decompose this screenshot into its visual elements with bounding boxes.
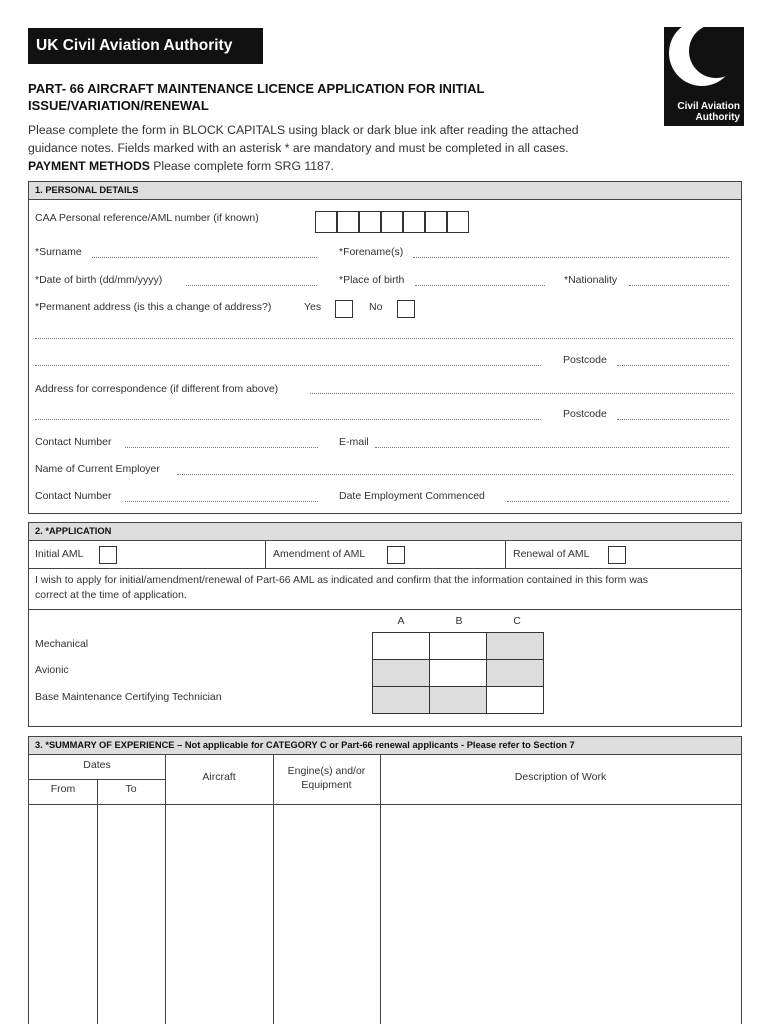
intro-line-1: Please complete the form in BLOCK CAPITALS using black or dark blue ink after reading the attached xyxy=(28,123,579,137)
correspondence-line-1-field[interactable] xyxy=(310,393,733,394)
from-header: From xyxy=(50,783,76,795)
aircraft-header: Aircraft xyxy=(202,771,236,783)
declaration-text xyxy=(35,573,648,602)
logo-line-2: Authority xyxy=(695,112,740,123)
ref-box[interactable] xyxy=(359,211,381,233)
place-of-birth-label: *Place of birth xyxy=(339,274,405,286)
postcode-field[interactable] xyxy=(617,365,729,366)
postcode-label: Postcode xyxy=(563,354,607,366)
ref-box[interactable] xyxy=(447,211,469,233)
renewal-aml-label: Renewal of AML xyxy=(513,548,590,560)
address-line-2-field[interactable] xyxy=(35,365,541,366)
forenames-label: *Forename(s) xyxy=(339,246,404,258)
caa-ref-input[interactable] xyxy=(315,211,469,235)
divider xyxy=(265,541,266,568)
nationality-field[interactable] xyxy=(629,285,729,286)
place-of-birth-field[interactable] xyxy=(415,285,545,286)
email-field[interactable] xyxy=(375,447,729,448)
nationality-label: *Nationality xyxy=(564,274,618,286)
intro-line-2: guidance notes. Fields marked with an asterisk * are mandatory and must be completed in all cases. xyxy=(28,141,569,155)
permanent-address-label: *Permanent address (is this a change of address?) xyxy=(35,301,272,313)
correspondence-postcode-field[interactable] xyxy=(617,419,729,420)
section-personal-details xyxy=(28,181,742,514)
surname-label: *Surname xyxy=(35,246,82,258)
divider xyxy=(29,779,165,780)
base-maintenance-label: Base Maintenance Certifying Technician xyxy=(35,691,222,703)
amendment-aml-checkbox[interactable] xyxy=(387,546,405,564)
date-employment-field[interactable] xyxy=(507,501,729,502)
no-label: No xyxy=(369,301,383,313)
yes-label: Yes xyxy=(304,301,322,313)
dates-header: Dates xyxy=(83,759,111,771)
avionic-a-cell xyxy=(372,659,430,687)
dob-field[interactable] xyxy=(186,285,317,286)
avionic-label: Avionic xyxy=(35,664,69,676)
declaration-line-1: I wish to apply for initial/amendment/renewal of Part-66 AML as indicated and confirm that the information contained in this form was xyxy=(35,574,649,586)
declaration-line-2: correct at the time of application. xyxy=(35,588,187,601)
section-heading: 3. *SUMMARY OF EXPERIENCE – Not applicable for CATEGORY C or Part-66 renewal applicants - Please refer to Section 7 xyxy=(29,737,741,755)
engines-header xyxy=(273,764,380,792)
amendment-aml-label: Amendment of AML xyxy=(273,548,366,560)
employer-label: Name of Current Employer xyxy=(35,463,160,475)
divider xyxy=(29,609,741,610)
ref-box[interactable] xyxy=(381,211,403,233)
ref-box[interactable] xyxy=(403,211,425,233)
engines-line-2: Equipment xyxy=(301,779,352,791)
no-checkbox[interactable] xyxy=(397,300,415,318)
employer-field[interactable] xyxy=(177,474,733,475)
to-header: To xyxy=(125,783,137,795)
mechanical-label: Mechanical xyxy=(35,638,89,650)
email-label: E-mail xyxy=(339,436,369,448)
col-a-label: A xyxy=(397,615,405,627)
divider xyxy=(29,568,741,569)
ref-box[interactable] xyxy=(315,211,337,233)
section-experience xyxy=(28,736,742,1024)
mechanical-a-cell[interactable] xyxy=(372,632,430,660)
correspondence-postcode-label: Postcode xyxy=(563,408,607,420)
forenames-field[interactable] xyxy=(413,257,729,258)
renewal-aml-checkbox[interactable] xyxy=(608,546,626,564)
caa-ref-label: CAA Personal reference/AML number (if known) xyxy=(35,212,259,224)
intro-text xyxy=(28,121,648,175)
address-line-1-field[interactable] xyxy=(35,338,733,339)
payment-methods xyxy=(28,157,648,175)
base-b-cell xyxy=(429,686,487,714)
col-c-label: C xyxy=(513,615,521,627)
ref-box[interactable] xyxy=(425,211,447,233)
experience-entry-area[interactable] xyxy=(29,805,741,1024)
logo-line-1: Civil Aviation xyxy=(677,101,740,112)
avionic-c-cell xyxy=(486,659,544,687)
ref-box[interactable] xyxy=(337,211,359,233)
section-application xyxy=(28,522,742,727)
mechanical-c-cell xyxy=(486,632,544,660)
contact-number-label: Contact Number xyxy=(35,436,112,448)
title-line-2: ISSUE/VARIATION/RENEWAL xyxy=(28,98,209,113)
divider xyxy=(505,541,506,568)
engines-line-1: Engine(s) and/or xyxy=(287,765,366,777)
section-heading: 2. *APPLICATION xyxy=(29,523,741,541)
payment-text: Please complete form SRG 1187. xyxy=(153,159,334,173)
mechanical-b-cell[interactable] xyxy=(429,632,487,660)
title-line-1: PART- 66 AIRCRAFT MAINTENANCE LICENCE APPLICATION FOR INITIAL xyxy=(28,81,485,96)
yes-checkbox[interactable] xyxy=(335,300,353,318)
description-header: Description of Work xyxy=(514,771,607,783)
initial-aml-label: Initial AML xyxy=(35,548,84,560)
initial-aml-checkbox[interactable] xyxy=(99,546,117,564)
caa-logo xyxy=(664,27,744,126)
form-title xyxy=(28,80,588,114)
employer-contact-label: Contact Number xyxy=(35,490,112,502)
correspondence-line-2-field[interactable] xyxy=(35,419,541,420)
payment-label: PAYMENT METHODS xyxy=(28,159,150,173)
correspondence-label: Address for correspondence (if different from above) xyxy=(35,383,279,395)
section-heading: 1. PERSONAL DETAILS xyxy=(29,182,741,200)
base-a-cell xyxy=(372,686,430,714)
date-employment-label: Date Employment Commenced xyxy=(339,490,485,502)
contact-number-field[interactable] xyxy=(125,447,318,448)
employer-contact-field[interactable] xyxy=(125,501,318,502)
dob-label: *Date of birth (dd/mm/yyyy) xyxy=(35,274,163,286)
base-c-cell[interactable] xyxy=(486,686,544,714)
avionic-b-cell[interactable] xyxy=(429,659,487,687)
brand-banner: UK Civil Aviation Authority xyxy=(28,28,263,64)
surname-field[interactable] xyxy=(92,257,317,258)
logo-text xyxy=(677,101,740,123)
col-b-label: B xyxy=(455,615,463,627)
